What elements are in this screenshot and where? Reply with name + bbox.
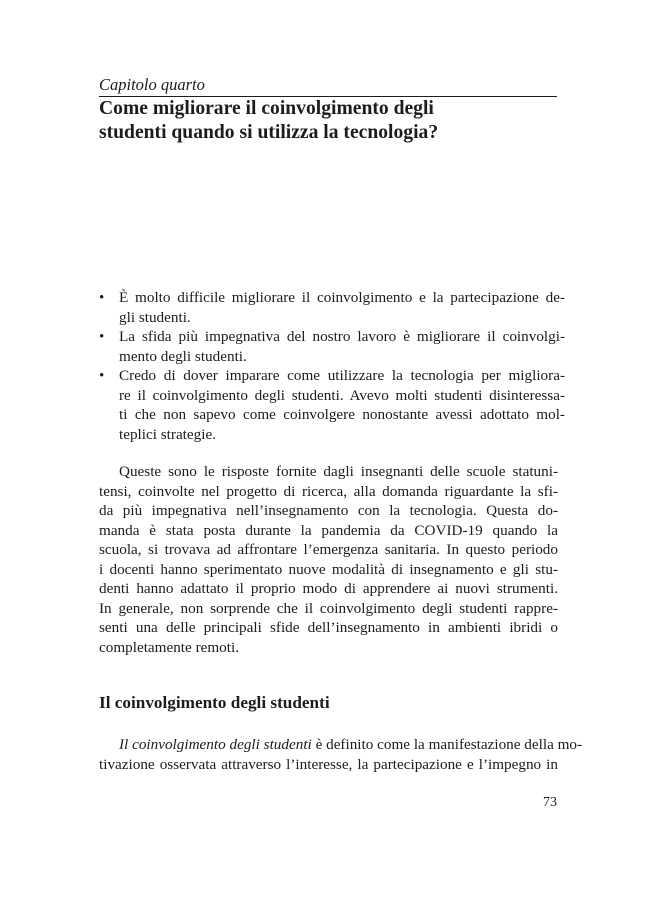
italic-term: Il coinvolgimento degli studenti bbox=[119, 736, 312, 753]
text-line: La sfida più impegnativa del nostro lavoro è migliorare il coinvolgi- bbox=[119, 328, 565, 345]
text-line: gli studenti. bbox=[119, 308, 191, 326]
text-line: i docenti hanno sperimentato nuove modalità di insegnamento e gli stu- bbox=[99, 560, 558, 578]
text-line: Queste sono le risposte fornite dagli insegnanti delle scuole statuni- bbox=[119, 463, 558, 480]
text-line: È molto difficile migliorare il coinvolgimento e la partecipazione de- bbox=[119, 289, 565, 306]
text-line: denti hanno adattato il proprio modo di apprendere ai nuovi strumenti. bbox=[99, 580, 558, 597]
text-line: tivazione osservata attraverso l’interesse, la partecipazione e l’impegno in bbox=[99, 755, 558, 773]
text-line: Credo di dover imparare come utilizzare la tecnologia per migliora- bbox=[119, 367, 565, 384]
text-line: completamente remoti. bbox=[99, 638, 240, 656]
text-line: re il coinvolgimento degli studenti. Avevo molti studenti disinteressa- bbox=[119, 386, 565, 404]
body-paragraph bbox=[99, 735, 583, 774]
text-line: manda è stata posta durante la pandemia da COVID-19 quando la bbox=[99, 521, 558, 539]
text-line: tensi, coinvolte nel progetto di ricerca, alla domanda riguardante la sfi- bbox=[99, 482, 558, 500]
text-line: ti che non sapevo come coinvolgere nonostante avessi adottato mol- bbox=[119, 406, 565, 423]
bullet-item bbox=[99, 288, 565, 327]
text-line: teplici strategie. bbox=[119, 425, 216, 443]
chapter-title bbox=[99, 97, 569, 145]
bullet-icon: • bbox=[99, 289, 105, 306]
text-line: In generale, non sorprende che il coinvolgimento degli studenti rappre- bbox=[99, 599, 558, 617]
page-number: 73 bbox=[543, 795, 557, 810]
chapter-label: Capitolo quarto bbox=[99, 75, 205, 94]
bullet-icon: • bbox=[99, 367, 105, 384]
body-paragraph bbox=[99, 462, 558, 657]
text-line: da più impegnativa nell’insegnamento con la tecnologia. Questa do- bbox=[99, 502, 558, 519]
text-line: senti una delle principali sfide dell’insegnamento in ambienti ibridi o bbox=[99, 619, 558, 636]
bullet-icon: • bbox=[99, 328, 105, 345]
bullet-item bbox=[99, 327, 565, 366]
text-line bbox=[99, 735, 583, 755]
chapter-title-line: Come migliorare il coinvolgimento degli bbox=[99, 98, 434, 119]
quote-bullet-list bbox=[99, 288, 565, 444]
text-fragment: è definito come la manifestazione della mo- bbox=[311, 736, 583, 753]
chapter-title-line: studenti quando si utilizza la tecnologia? bbox=[99, 122, 439, 143]
text-line: mento degli studenti. bbox=[119, 347, 247, 365]
section-heading: Il coinvolgimento degli studenti bbox=[99, 693, 330, 712]
text-line: scuola, si trovava ad affrontare l’emergenza sanitaria. In questo periodo bbox=[99, 541, 558, 558]
bullet-item bbox=[99, 366, 565, 444]
